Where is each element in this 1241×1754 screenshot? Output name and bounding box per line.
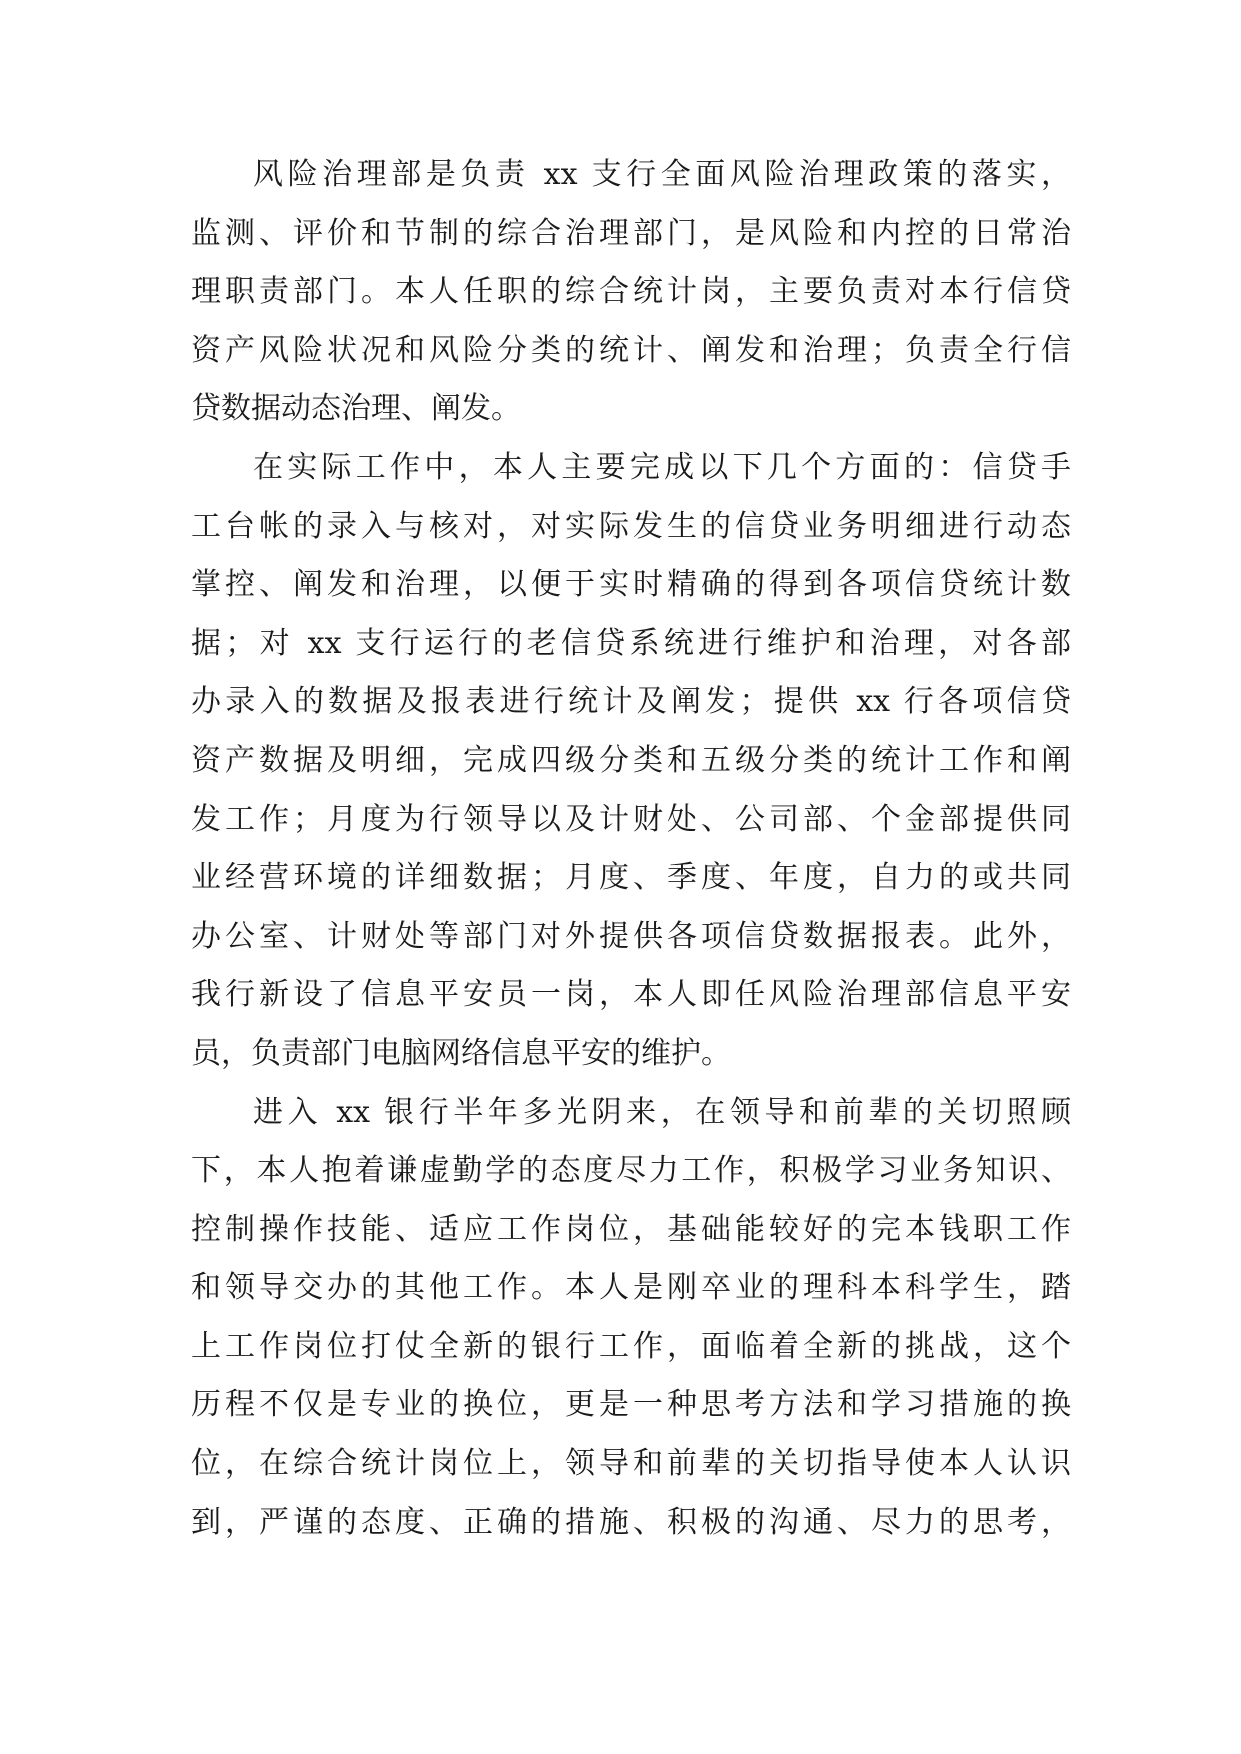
paragraph bbox=[191, 146, 1071, 439]
paragraph-line: 员，负责部门电脑网络信息平安的维护。 bbox=[191, 1035, 731, 1071]
paragraph-line: 到，严谨的态度、正确的措施、积极的沟通、尽力的思考， bbox=[191, 1504, 1071, 1540]
paragraph-line: 控制操作技能、适应工作岗位，基础能较好的完本钱职工作 bbox=[191, 1211, 1071, 1247]
paragraph-line: 办录入的数据及报表进行统计及阐发；提供 xx 行各项信贷 bbox=[191, 684, 1071, 720]
paragraph-line: 发工作；月度为行领导以及计财处、公司部、个金部提供同 bbox=[191, 801, 1071, 837]
paragraph-line: 上工作岗位打仗全新的银行工作，面临着全新的挑战，这个 bbox=[191, 1328, 1071, 1364]
paragraph-line: 理职责部门。本人任职的综合统计岗，主要负责对本行信贷 bbox=[191, 274, 1071, 310]
paragraph-line: 资产风险状况和风险分类的统计、阐发和治理；负责全行信 bbox=[191, 332, 1071, 368]
paragraph-line: 业经营环境的详细数据；月度、季度、年度，自力的或共同 bbox=[191, 860, 1071, 896]
paragraph-line: 办公室、计财处等部门对外提供各项信贷数据报表。此外， bbox=[191, 918, 1071, 954]
paragraph-line: 我行新设了信息平安员一岗，本人即任风险治理部信息平安 bbox=[191, 977, 1071, 1013]
document-body bbox=[191, 146, 1071, 1552]
paragraph-line: 和领导交办的其他工作。本人是刚卒业的理科本科学生，踏 bbox=[191, 1270, 1071, 1306]
paragraph-line: 位，在综合统计岗位上，领导和前辈的关切指导使本人认识 bbox=[191, 1446, 1071, 1482]
paragraph-line: 据；对 xx 支行运行的老信贷系统进行维护和治理，对各部 bbox=[191, 625, 1071, 661]
paragraph-line: 贷数据动态治理、阐发。 bbox=[191, 391, 521, 427]
paragraph-line: 监测、评价和节制的综合治理部门，是风险和内控的日常治 bbox=[191, 215, 1071, 251]
paragraph-line: 工台帐的录入与核对，对实际发生的信贷业务明细进行动态 bbox=[191, 508, 1071, 544]
paragraph-line: 掌控、阐发和治理，以便于实时精确的得到各项信贷统计数 bbox=[191, 567, 1071, 603]
paragraph-line: 历程不仅是专业的换位，更是一种思考方法和学习措施的换 bbox=[191, 1387, 1071, 1423]
paragraph-line: 下，本人抱着谦虚勤学的态度尽力工作，积极学习业务知识、 bbox=[191, 1153, 1071, 1189]
paragraph-line: 风险治理部是负责 xx 支行全面风险治理政策的落实， bbox=[253, 157, 1071, 192]
paragraph-line: 进入 xx 银行半年多光阴来，在领导和前辈的关切照顾 bbox=[253, 1094, 1071, 1130]
paragraph-line: 在实际工作中，本人主要完成以下几个方面的：信贷手 bbox=[253, 449, 1071, 485]
paragraph bbox=[191, 439, 1071, 1084]
paragraph bbox=[191, 1084, 1071, 1553]
paragraph-line: 资产数据及明细，完成四级分类和五级分类的统计工作和阐 bbox=[191, 742, 1071, 778]
